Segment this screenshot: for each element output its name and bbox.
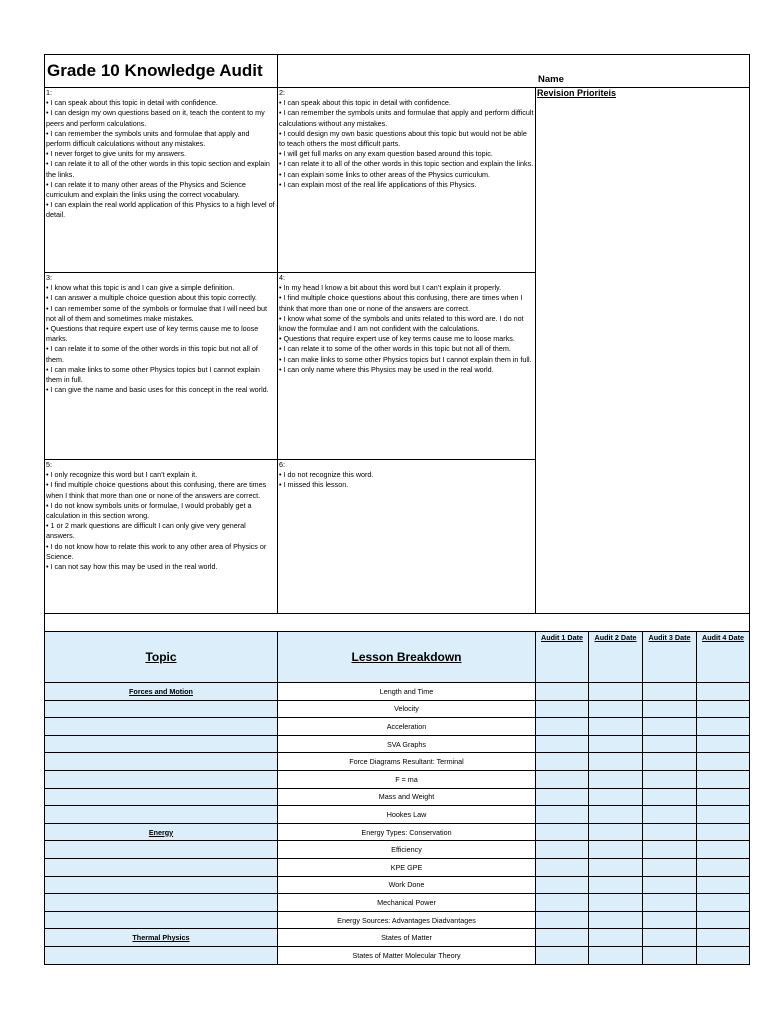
level-1-item: • I can remember the symbols units and formulae that apply and perform difficult calculations without any mistakes. (46, 128, 250, 149)
audit-4-date-cell[interactable] (697, 718, 750, 736)
level-4-item: • I can relate it to some of the other words in this topic but not all of them. (279, 344, 511, 354)
audit-4-date-cell[interactable] (697, 683, 750, 701)
audit-2-date-cell[interactable] (589, 876, 643, 894)
topic-cell (45, 841, 278, 859)
audit-2-date-cell[interactable] (589, 770, 643, 788)
level-3-item: • I can relate it to some of the other words in this topic but not all of them. (46, 344, 258, 364)
audit-3-date-cell[interactable] (643, 946, 697, 964)
topic-cell (45, 700, 278, 718)
audit-2-date-cell[interactable] (589, 841, 643, 859)
topic-cell: Energy (45, 823, 278, 841)
level-5-item: • 1 or 2 mark questions are difficult I can only give very general answers. (46, 521, 246, 541)
topic-cell (45, 946, 278, 964)
lesson-cell: KPE GPE (278, 858, 536, 876)
audit-3-date-cell[interactable] (643, 735, 697, 753)
level-2-item: • I can explain most of the real life applications of this Physics. (279, 179, 477, 189)
level-1-item: • I can explain the real world application of this Physics to a high level of detail. (46, 200, 275, 220)
level-2-item: • I can relate it to all of the other words in this topic section and explain the links. (279, 159, 534, 169)
name-label-text: Name (538, 74, 564, 85)
lesson-cell: States of Matter (278, 929, 536, 947)
audit-4-date-cell[interactable] (697, 841, 750, 859)
audit-4-date-cell[interactable] (697, 735, 750, 753)
topic-cell (45, 894, 278, 912)
level-3-item: • I know what this topic is and I can give a simple definition. (46, 283, 235, 293)
audit-3-date-cell[interactable] (643, 770, 697, 788)
audit-3-date-cell[interactable] (643, 929, 697, 947)
level-6-cell (278, 460, 536, 614)
table-row (45, 770, 750, 788)
audit-3-date-cell[interactable] (643, 683, 697, 701)
name-label (278, 55, 750, 88)
topic-cell (45, 718, 278, 736)
lesson-cell: Acceleration (278, 718, 536, 736)
level-3-item: • I can make links to some other Physics topics but I cannot explain them in full. (46, 364, 260, 385)
audit-1-date-cell[interactable] (536, 946, 589, 964)
lesson-cell: Velocity (278, 700, 536, 718)
audit-3-date-cell[interactable] (643, 806, 697, 824)
level-2-label: 2: (279, 88, 285, 97)
audit-2-date-cell[interactable] (589, 946, 643, 964)
topic-cell (45, 858, 278, 876)
audit-2-date-cell[interactable] (589, 718, 643, 736)
lesson-cell: F = ma (278, 770, 536, 788)
audit-1-date-cell[interactable] (536, 858, 589, 876)
lesson-cell: Force Diagrams Resultant: Terminal (278, 753, 536, 771)
topic-header: Topic (45, 632, 278, 683)
level-5-cell (45, 460, 278, 614)
audit-3-date-header: Audit 3 Date (643, 632, 697, 683)
lesson-cell: States of Matter Molecular Theory (278, 946, 536, 964)
audit-1-date-cell[interactable] (536, 700, 589, 718)
audit-2-date-cell[interactable] (589, 735, 643, 753)
audit-3-date-cell[interactable] (643, 718, 697, 736)
level-6-item: • I do not recognize this word. (279, 470, 374, 480)
page-title: Grade 10 Knowledge Audit (45, 55, 278, 88)
level-6-label: 6: (279, 460, 285, 469)
audit-2-date-cell[interactable] (589, 929, 643, 947)
level-1-item: • I never forget to give units for my answers. (46, 149, 186, 159)
level-3-item: • Questions that require expert use of key terms cause me to loose marks. (46, 324, 259, 344)
topic-cell (45, 753, 278, 771)
audit-4-date-cell[interactable] (697, 700, 750, 718)
audit-4-date-cell[interactable] (697, 946, 750, 964)
audit-4-date-cell[interactable] (697, 753, 750, 771)
audit-4-date-cell[interactable] (697, 876, 750, 894)
audit-1-date-cell[interactable] (536, 683, 589, 701)
table-row (45, 735, 750, 753)
audit-1-date-cell[interactable] (536, 788, 589, 806)
table-row (45, 876, 750, 894)
audit-1-date-cell[interactable] (536, 770, 589, 788)
lesson-cell: Efficiency (278, 841, 536, 859)
audit-3-date-cell[interactable] (643, 823, 697, 841)
audit-3-date-cell[interactable] (643, 894, 697, 912)
audit-2-date-cell[interactable] (589, 858, 643, 876)
level-4-item: • In my head I know a bit about this word but I can’t explain it properly. (279, 283, 502, 293)
audit-1-date-cell[interactable] (536, 735, 589, 753)
lesson-cell: Energy Types: Conservation (278, 823, 536, 841)
table-row (45, 946, 750, 964)
level-1-item: • I can design my own questions based on it, teach the content to my peers and perform calculations. (46, 108, 265, 128)
audit-1-date-cell[interactable] (536, 823, 589, 841)
audit-grid (44, 54, 750, 965)
audit-4-date-cell[interactable] (697, 770, 750, 788)
table-row (45, 683, 750, 701)
level-2-item: • I can speak about this topic in detail with confidence. (279, 98, 451, 108)
lesson-rows (45, 683, 750, 965)
level-1-cell (45, 88, 278, 273)
lesson-cell: Energy Sources: Advantages Diadvantages (278, 911, 536, 929)
lesson-cell: Hookes Law (278, 806, 536, 824)
audit-2-date-header: Audit 2 Date (589, 632, 643, 683)
level-5-item: • I only recognize this word but I can’t explain it. (46, 470, 198, 480)
audit-3-date-cell[interactable] (643, 876, 697, 894)
audit-3-date-cell[interactable] (643, 858, 697, 876)
audit-1-date-cell[interactable] (536, 894, 589, 912)
audit-3-date-cell[interactable] (643, 753, 697, 771)
audit-2-date-cell[interactable] (589, 911, 643, 929)
level-1-item: • I can relate it to many other areas of the Physics and Science curriculum and explain the links using the correct vocabulary. (46, 179, 246, 200)
level-2-cell (278, 88, 536, 273)
audit-4-date-cell[interactable] (697, 788, 750, 806)
audit-1-date-cell[interactable] (536, 753, 589, 771)
audit-2-date-cell[interactable] (589, 788, 643, 806)
level-3-item: • I can remember some of the symbols or formulae that I will need but not all of them and sometimes make mistakes. (46, 303, 268, 323)
level-5-item: • I can not say how this may be used in the real world. (46, 562, 218, 572)
audit-3-date-cell[interactable] (643, 841, 697, 859)
level-4-item: • Questions that require expert use of key terms cause me to loose marks. (279, 334, 515, 344)
topic-cell (45, 876, 278, 894)
level-1-item: • I can speak about this topic in detail with confidence. (46, 98, 218, 108)
level-5-item: • I do not know symbols units or formulae, I would probably get a calculation in this section wrong. (46, 500, 252, 521)
table-row (45, 894, 750, 912)
lesson-cell: Mass and Weight (278, 788, 536, 806)
table-row (45, 841, 750, 859)
audit-4-date-cell[interactable] (697, 929, 750, 947)
audit-4-date-header: Audit 4 Date (697, 632, 750, 683)
level-1-item: • I can relate it to all of the other words in this topic section and explain the links. (46, 159, 270, 179)
audit-2-date-cell[interactable] (589, 823, 643, 841)
revision-priorities-area[interactable] (536, 88, 750, 614)
level-1-label: 1: (46, 88, 52, 97)
audit-3-date-cell[interactable] (643, 911, 697, 929)
audit-4-date-cell[interactable] (697, 894, 750, 912)
audit-1-date-header: Audit 1 Date (536, 632, 589, 683)
spacer-row (45, 614, 750, 632)
audit-4-date-cell[interactable] (697, 911, 750, 929)
level-6-item: • I missed this lesson. (279, 480, 349, 490)
level-4-cell (278, 273, 536, 460)
table-row (45, 823, 750, 841)
audit-4-date-cell[interactable] (697, 858, 750, 876)
lesson-cell: Mechanical Power (278, 894, 536, 912)
table-row (45, 858, 750, 876)
topic-cell (45, 806, 278, 824)
level-2-item: • I can explain some links to other areas of the Physics curriculum. (279, 169, 491, 179)
table-row (45, 788, 750, 806)
audit-2-date-cell[interactable] (589, 806, 643, 824)
audit-2-date-cell[interactable] (589, 700, 643, 718)
audit-1-date-cell[interactable] (536, 876, 589, 894)
level-3-item: • I can answer a multiple choice question about this topic correctly. (46, 293, 257, 303)
lesson-cell: Work Done (278, 876, 536, 894)
audit-1-date-cell[interactable] (536, 806, 589, 824)
level-4-item: • I can only name where this Physics may be used in the real world. (279, 364, 494, 374)
level-5-item: • I find multiple choice questions about this confusing, there are times when I think that more than one or none of the answers are correct. (46, 480, 267, 500)
revision-priorities-label: Revision Prioriteis (537, 88, 617, 98)
level-2-item: • I will get full marks on any exam question based around this topic. (279, 149, 493, 159)
table-row (45, 718, 750, 736)
level-4-item: • I find multiple choice questions about this confusing, there are times when I think that more than one or none of the answers are correct. (279, 293, 523, 313)
level-5-item: • I do not know how to relate this work to any other area of Physics or Science. (46, 541, 267, 561)
audit-1-date-cell[interactable] (536, 841, 589, 859)
level-3-cell (45, 273, 278, 460)
audit-4-date-cell[interactable] (697, 823, 750, 841)
level-4-item: • I know what some of the symbols and units related to this word are. I do not know the formulae and I am not confident with the calculations. (279, 313, 524, 334)
lesson-cell: SVA Graphs (278, 735, 536, 753)
level-4-item: • I can make links to some other Physics topics but I cannot explain them in full. (279, 354, 532, 364)
table-row (45, 911, 750, 929)
table-row (45, 806, 750, 824)
lesson-breakdown-header: Lesson Breakdown (278, 632, 536, 683)
audit-1-date-cell[interactable] (536, 911, 589, 929)
table-row (45, 929, 750, 947)
knowledge-audit-sheet (44, 54, 749, 965)
level-3-item: • I can give the name and basic uses for this concept in the real world. (46, 385, 269, 395)
audit-1-date-cell[interactable] (536, 929, 589, 947)
topic-cell (45, 788, 278, 806)
level-2-item: • I could design my own basic questions about this topic but would not be able to teach others the most difficult parts. (279, 128, 527, 149)
audit-3-date-cell[interactable] (643, 700, 697, 718)
table-row (45, 700, 750, 718)
topic-cell: Thermal Physics (45, 929, 278, 947)
topic-cell (45, 770, 278, 788)
audit-2-date-cell[interactable] (589, 894, 643, 912)
topic-cell (45, 735, 278, 753)
level-3-label: 3: (46, 273, 52, 282)
audit-4-date-cell[interactable] (697, 806, 750, 824)
table-row (45, 753, 750, 771)
audit-2-date-cell[interactable] (589, 753, 643, 771)
lesson-cell: Length and Time (278, 683, 536, 701)
level-5-label: 5: (46, 460, 52, 469)
audit-2-date-cell[interactable] (589, 683, 643, 701)
topic-cell: Forces and Motion (45, 683, 278, 701)
topic-cell (45, 911, 278, 929)
audit-3-date-cell[interactable] (643, 788, 697, 806)
audit-1-date-cell[interactable] (536, 718, 589, 736)
level-4-label: 4: (279, 273, 285, 282)
level-2-item: • I can remember the symbols units and formulae that apply and perform difficult calculations without any mistakes. (279, 108, 534, 128)
